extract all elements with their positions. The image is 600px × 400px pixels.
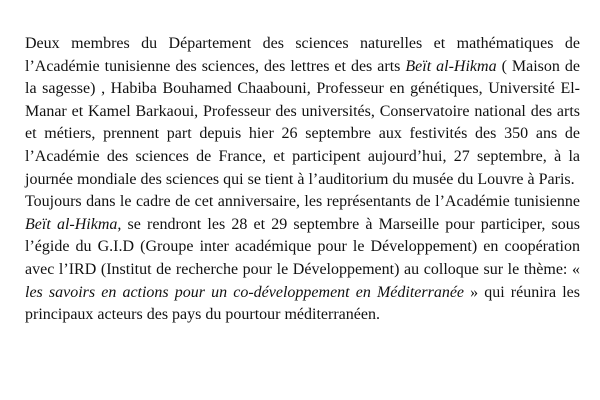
text-segment: se rendront les 28 et 29 septembre à Marseille pour participer, sous l’égide du G.I.D (Groupe inter académique pour le Développement) en coopération avec l’IRD (Institut de recherche pour le Développement) au colloque sur le thème: « xyxy=(25,215,580,278)
text-segment: Deux membres du Département des sciences naturelles et mathématiques de l’Académie tunisienne des sciences, des lettres et des arts xyxy=(25,35,580,75)
colloquium-theme-italic: les savoirs en actions pour un co-développement en Méditerranée xyxy=(25,283,465,301)
institution-name-italic: Beït al-Hikma, xyxy=(25,215,122,233)
text-segment: » qui réunira les principaux acteurs des pays du pourtour méditerranéen. xyxy=(25,283,580,324)
paragraph-2 xyxy=(25,191,580,327)
text-segment: Toujours dans le cadre de cet anniversaire, les représentants de l’Académie tunisienne xyxy=(25,193,580,211)
document-body xyxy=(25,33,580,327)
paragraph-1 xyxy=(25,33,580,191)
text-segment: ( Maison de la sagesse) , Habiba Bouhamed Chaabouni, Professeur en génétiques, Université El-Manar et Kamel Barkaoui, Professeur des universités, Conservatoire national des arts et métiers, prennent part depuis hier 26 septembre aux festivités des 350 ans de l’Académie des sciences de France, et participent aujourd’hui, 27 septembre, à la journée mondiale des sciences qui se tient à l’auditorium du musée du Louvre à Paris. xyxy=(25,57,581,188)
institution-name-italic: Beït al-Hikma xyxy=(405,57,497,75)
